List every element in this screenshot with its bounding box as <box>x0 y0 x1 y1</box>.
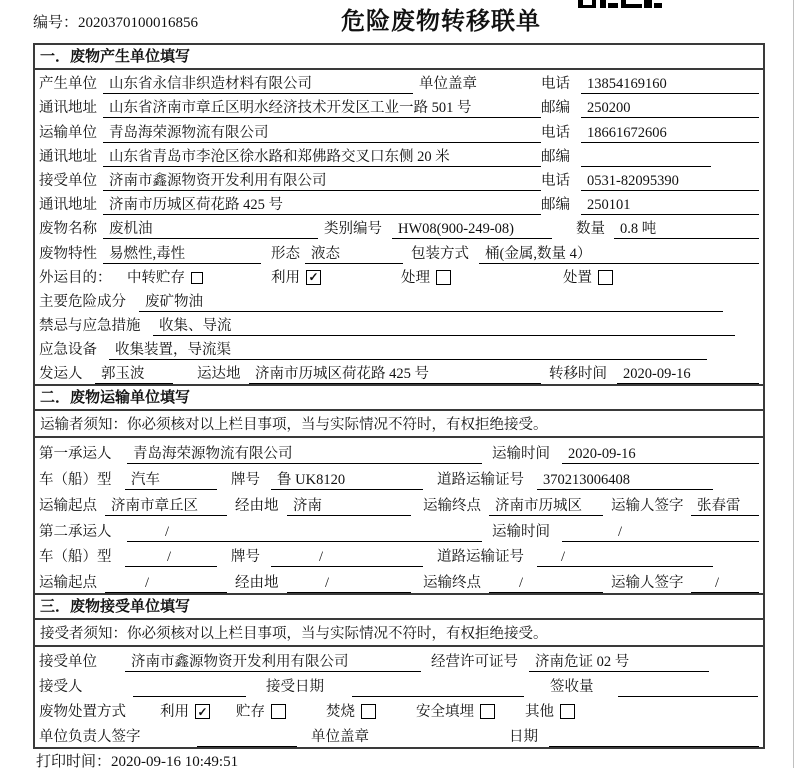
row-waste-name <box>35 215 763 239</box>
address-label-3: 通讯地址 <box>39 197 97 214</box>
date-value <box>549 727 759 747</box>
transport-time2-label: 运输时间 <box>492 523 550 540</box>
notice-label: 运输者须知： <box>40 417 127 434</box>
vehicle1-value: 汽车 <box>125 470 217 490</box>
sign1-value: 张春雷 <box>691 496 759 516</box>
row-route1 <box>35 490 763 516</box>
address-value-2: 山东省青岛市李沧区徐水路和郑佛路交叉口东侧 20 米 <box>103 147 541 167</box>
checkbox-other <box>560 704 575 719</box>
waste-name-value: 废机油 <box>103 219 318 239</box>
checkbox-utilize <box>195 704 210 719</box>
row-transport-address <box>35 143 763 167</box>
row-responsible-signature <box>35 722 763 747</box>
section3-header: 三．废物接受单位填写 <box>35 593 763 620</box>
vehicle2-value: / <box>125 547 217 567</box>
unit-seal-label: 单位盖章 <box>311 729 369 746</box>
purpose-option-label: 处理 <box>401 269 430 286</box>
checkbox-incinerate <box>361 704 376 719</box>
row-emergency-equipment <box>35 336 763 360</box>
emergency-label: 禁忌与应急措施 <box>39 318 141 335</box>
transport-unit-value: 青岛海荣源物流有限公司 <box>103 123 541 143</box>
origin2-value: / <box>105 573 227 593</box>
hazard-value: 废矿物油 <box>139 292 723 312</box>
disposal-option-label: 安全填埋 <box>416 704 474 721</box>
address-value-3: 济南市历城区荷花路 425 号 <box>103 195 541 215</box>
purpose-option-label: 处置 <box>563 269 592 286</box>
receiver-unit-value: 济南市鑫源物资开发利用有限公司 <box>103 171 541 191</box>
serial-number-line <box>33 11 198 32</box>
row-vehicle1 <box>35 464 763 490</box>
purpose-option-label: 利用 <box>271 269 300 286</box>
transport-time1-label: 运输时间 <box>492 446 550 463</box>
via1-label: 经由地 <box>235 497 279 514</box>
plate2-label: 牌号 <box>231 549 260 566</box>
row-waste-character <box>35 239 763 263</box>
license2-label: 道路运输证号 <box>437 549 524 566</box>
destination-value: 济南市历城区荷花路 425 号 <box>249 364 541 384</box>
row-receiver-unit <box>35 167 763 191</box>
recipient-label: 接受人 <box>39 679 83 696</box>
checkbox-mark: ✓ <box>308 270 319 285</box>
row-transport-unit <box>35 118 763 142</box>
print-time-label: 打印时间： <box>36 754 112 768</box>
consignor-label: 发运人 <box>39 366 83 383</box>
row-receiver-address <box>35 191 763 215</box>
purpose-option-label: 中转贮存 <box>127 269 185 286</box>
carrier2-value: / <box>127 522 482 542</box>
unit-seal-label: 单位盖章 <box>419 76 477 93</box>
vehicle1-label: 车（船）型 <box>39 472 112 489</box>
page-title: 危险废物转移联单 <box>341 8 541 35</box>
checkbox-mark: ✓ <box>197 704 208 719</box>
category-label: 类别编号 <box>324 221 382 238</box>
transfer-time-value: 2020-09-16 <box>617 364 759 384</box>
disposal-option-label: 贮存 <box>236 704 265 721</box>
print-time-line <box>36 750 238 768</box>
checkbox-storage <box>271 704 286 719</box>
section3-body <box>35 647 763 747</box>
transport-unit-label: 运输单位 <box>39 124 97 141</box>
packing-value: 桶(金属,数量 4） <box>479 244 759 264</box>
origin1-label: 运输起点 <box>39 497 97 514</box>
checkbox-transfer-storage <box>191 272 203 284</box>
row-accept-unit <box>35 647 763 672</box>
row-outbound-purpose <box>35 264 763 288</box>
producer-unit-value: 山东省永信非织造材料有限公司 <box>103 74 413 94</box>
via2-value: / <box>287 573 411 593</box>
sign2-label: 运输人签字 <box>611 575 684 592</box>
transport-time1-value: 2020-09-16 <box>562 444 759 464</box>
serial-label: 编号： <box>33 15 79 31</box>
zip-label-2: 邮编 <box>541 148 570 165</box>
license1-label: 道路运输证号 <box>437 472 524 489</box>
sign1-label: 运输人签字 <box>611 497 684 514</box>
form-label: 形态 <box>271 245 300 262</box>
end1-value: 济南市历城区 <box>489 496 603 516</box>
carrier2-label: 第二承运人 <box>39 523 112 540</box>
disposal-label: 废物处置方式 <box>39 704 126 721</box>
checkbox-treat <box>436 270 451 285</box>
transfer-time-label: 转移时间 <box>549 366 607 383</box>
responsible-sign-label: 单位负责人签字 <box>39 729 141 746</box>
row-vehicle2 <box>35 542 763 568</box>
notice-label: 接受者须知： <box>40 626 127 643</box>
packing-label: 包装方式 <box>411 245 469 262</box>
address-value-1: 山东省济南市章丘区明水经济技术开发区工业一路 501 号 <box>103 98 541 118</box>
address-label-2: 通讯地址 <box>39 148 97 165</box>
section1-body <box>35 70 763 384</box>
phone-label-1: 电话 <box>541 76 570 93</box>
accept-unit-label: 接受单位 <box>39 654 97 671</box>
recipient-value <box>133 677 246 697</box>
equipment-value: 收集装置，导流渠 <box>109 340 707 360</box>
checkbox-utilize <box>306 270 321 285</box>
sign2-value: / <box>691 573 759 593</box>
signed-amount-label: 签收量 <box>550 679 594 696</box>
waste-character-label: 废物特性 <box>39 245 97 262</box>
row-first-carrier <box>35 438 763 464</box>
accept-date-value <box>352 677 524 697</box>
section2-body <box>35 438 763 593</box>
phone-value-3: 0531-82095390 <box>581 171 759 191</box>
zip-value-1: 250200 <box>581 98 759 118</box>
address-label-1: 通讯地址 <box>39 100 97 117</box>
phone-value-2: 18661672606 <box>581 123 759 143</box>
license2-value: / <box>537 547 713 567</box>
qr-code-fragment-icon <box>578 0 662 9</box>
zip-value-3: 250101 <box>581 195 759 215</box>
phone-label-3: 电话 <box>541 172 570 189</box>
zip-label-1: 邮编 <box>541 100 570 117</box>
waste-character-value: 易燃性,毒性 <box>103 244 261 264</box>
window-right-edge <box>793 0 794 768</box>
transport-time2-value: / <box>562 522 759 542</box>
hazard-label: 主要危险成分 <box>39 293 126 310</box>
section2-header: 二．废物运输单位填写 <box>35 384 763 411</box>
form-value: 液态 <box>305 244 403 264</box>
section1-header: 一．废物产生单位填写 <box>35 45 763 70</box>
serial-number: 2020370100016856 <box>78 15 199 31</box>
origin2-label: 运输起点 <box>39 575 97 592</box>
carrier1-value: 青岛海荣源物流有限公司 <box>127 444 482 464</box>
end2-label: 运输终点 <box>423 575 481 592</box>
carrier1-label: 第一承运人 <box>39 446 112 463</box>
zip-label-3: 邮编 <box>541 197 570 214</box>
form-table <box>33 43 765 749</box>
phone-label-2: 电话 <box>541 124 570 141</box>
row-second-carrier <box>35 516 763 542</box>
quantity-value: 0.8 吨 <box>614 219 759 239</box>
checkbox-dispose <box>598 270 613 285</box>
receiver-unit-label: 接受单位 <box>39 172 97 189</box>
emergency-value: 收集、导流 <box>153 316 735 336</box>
plate1-label: 牌号 <box>231 472 260 489</box>
vehicle2-label: 车（船）型 <box>39 549 112 566</box>
license1-value: 370213006408 <box>537 470 713 490</box>
purpose-label: 外运目的： <box>39 269 112 286</box>
notice-text: 你必须核对以上栏目事项，当与实际情况不符时，有权拒绝接受。 <box>127 417 548 434</box>
destination-label: 运达地 <box>197 366 241 383</box>
business-license-label: 经营许可证号 <box>431 654 518 671</box>
section3-notice <box>35 620 763 647</box>
equipment-label: 应急设备 <box>39 342 97 359</box>
plate1-value: 鲁 UK8120 <box>271 470 423 490</box>
consignor-value: 郭玉波 <box>95 364 173 384</box>
end2-value: / <box>489 573 603 593</box>
notice-text: 你必须核对以上栏目事项，当与实际情况不符时，有权拒绝接受。 <box>127 626 548 643</box>
category-value: HW08(900-249-08) <box>392 219 552 239</box>
accept-unit-value: 济南市鑫源物资开发利用有限公司 <box>125 652 421 672</box>
date-label: 日期 <box>509 729 538 746</box>
disposal-option-label: 焚烧 <box>326 704 355 721</box>
plate2-value: / <box>271 547 423 567</box>
quantity-label: 数量 <box>576 221 605 238</box>
via1-value: 济南 <box>287 496 411 516</box>
row-recipient <box>35 672 763 697</box>
business-license-value: 济南危证 02 号 <box>529 652 709 672</box>
origin1-value: 济南市章丘区 <box>105 496 227 516</box>
row-emergency-measures <box>35 312 763 336</box>
row-producer-address <box>35 94 763 118</box>
signed-amount-value <box>618 677 758 697</box>
disposal-option-label: 利用 <box>160 704 189 721</box>
phone-value-1: 13854169160 <box>581 74 759 94</box>
producer-unit-label: 产生单位 <box>39 76 97 93</box>
row-route2 <box>35 567 763 593</box>
waste-name-label: 废物名称 <box>39 221 97 238</box>
zip-value-2 <box>581 147 711 167</box>
accept-date-label: 接受日期 <box>266 679 324 696</box>
end1-label: 运输终点 <box>423 497 481 514</box>
row-disposal-method <box>35 697 763 722</box>
responsible-sign-value <box>197 727 297 747</box>
print-time-value: 2020-09-16 10:49:51 <box>111 754 239 768</box>
row-hazard-component <box>35 288 763 312</box>
checkbox-landfill <box>480 704 495 719</box>
row-producer-unit <box>35 70 763 94</box>
row-consignor <box>35 360 763 384</box>
section2-notice <box>35 411 763 438</box>
disposal-option-label: 其他 <box>525 704 554 721</box>
via2-label: 经由地 <box>235 575 279 592</box>
